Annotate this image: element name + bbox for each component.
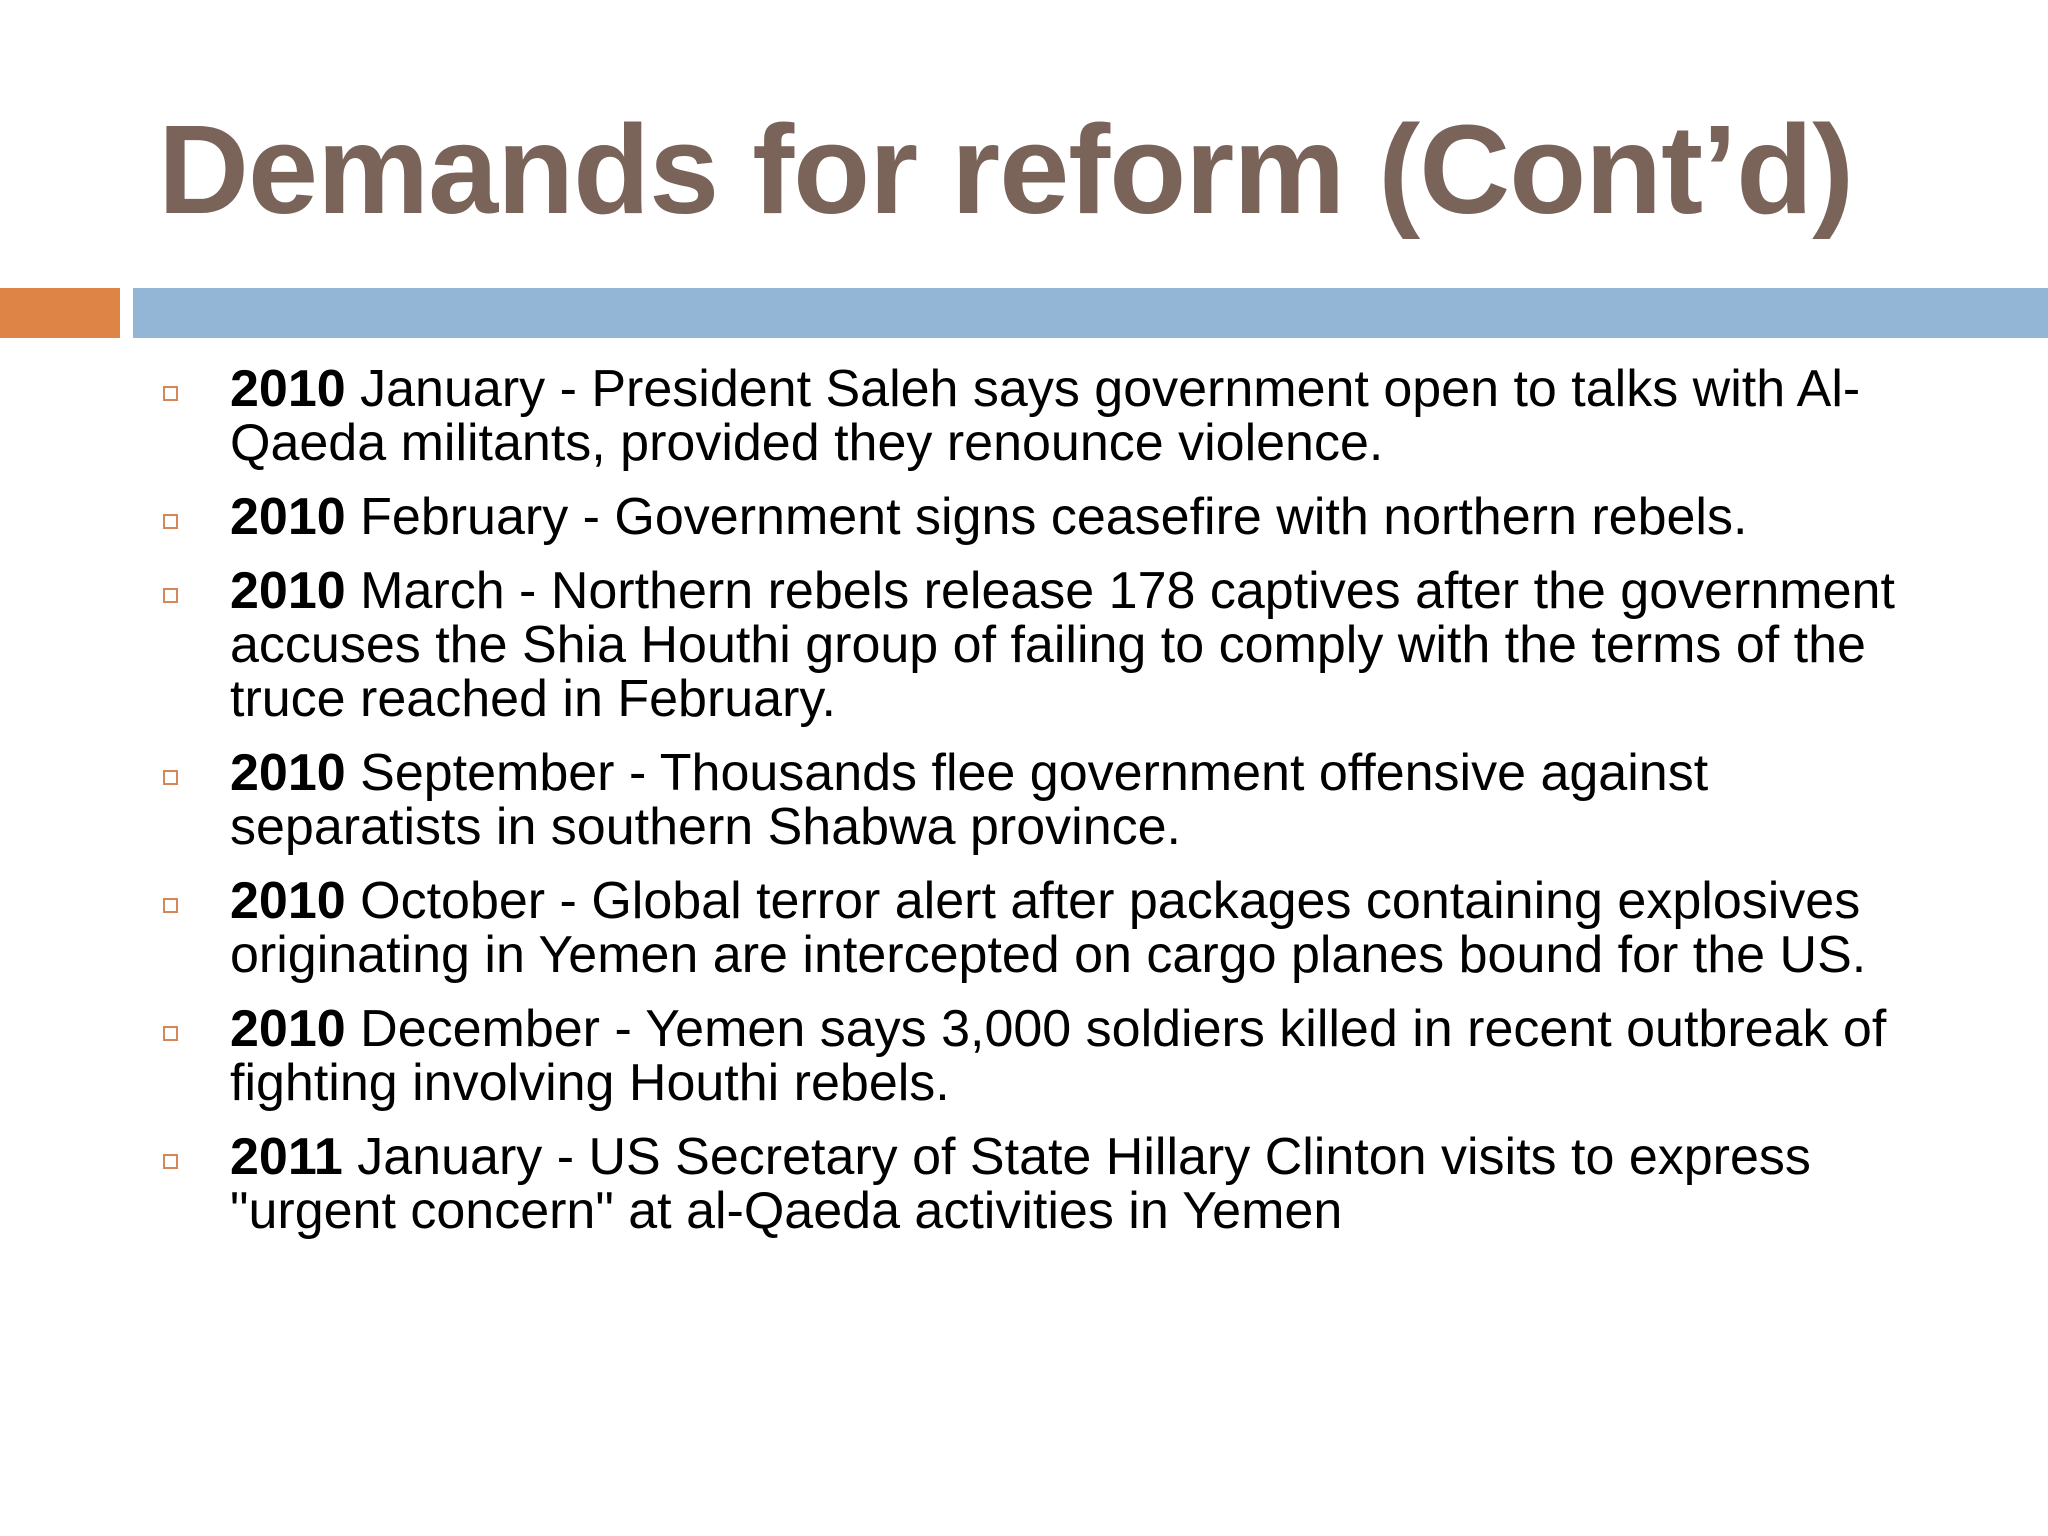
bullet-text: January - President Saleh says government open to talks with Al-Qaeda militants, provided they renounce violence. (230, 360, 1861, 472)
timeline-bullet-list (158, 362, 1938, 1258)
slide-title: Demands for reform (Cont’d) (158, 99, 1854, 240)
bullet-year: 2010 (230, 562, 346, 620)
bullet-text: September - Thousands flee government offensive against separatists in southern Shabwa province. (230, 744, 1709, 856)
blue-header-bar (133, 288, 2048, 338)
bullet-item-2011-january (158, 1130, 1938, 1238)
hollow-square-bullet-icon (163, 514, 178, 529)
bullet-text: October - Global terror alert after packages containing explosives originating in Yemen are intercepted on cargo planes bound for the US. (230, 872, 1867, 984)
hollow-square-bullet-icon (163, 1026, 178, 1041)
hollow-square-bullet-icon (163, 386, 178, 401)
bullet-year: 2011 (230, 1128, 343, 1186)
bullet-item-2010-september (158, 746, 1938, 854)
bullet-text: February - Government signs ceasefire with northern rebels. (345, 488, 1748, 546)
hollow-square-bullet-icon (163, 588, 178, 603)
bullet-text: December - Yemen says 3,000 soldiers killed in recent outbreak of fighting involving Houthi rebels. (230, 1000, 1887, 1112)
bullet-year: 2010 (230, 744, 346, 802)
hollow-square-bullet-icon (163, 1154, 178, 1169)
hollow-square-bullet-icon (163, 770, 178, 785)
bullet-year: 2010 (230, 872, 346, 930)
bullet-text: January - US Secretary of State Hillary Clinton visits to express "urgent concern" at al-Qaeda activities in Yemen (230, 1128, 1811, 1240)
bullet-item-2010-march (158, 564, 1938, 726)
orange-accent-bar (0, 288, 120, 338)
bullet-year: 2010 (230, 1000, 346, 1058)
hollow-square-bullet-icon (163, 898, 178, 913)
bullet-item-2010-february (158, 490, 1938, 544)
bullet-item-2010-december (158, 1002, 1938, 1110)
bullet-item-2010-october (158, 874, 1938, 982)
bullet-year: 2010 (230, 488, 346, 546)
bullet-text: March - Northern rebels release 178 captives after the government accuses the Shia Houthi group of failing to comply with the terms of the truce reached in February. (230, 562, 1895, 728)
bullet-year: 2010 (230, 360, 346, 418)
bullet-item-2010-january (158, 362, 1938, 470)
